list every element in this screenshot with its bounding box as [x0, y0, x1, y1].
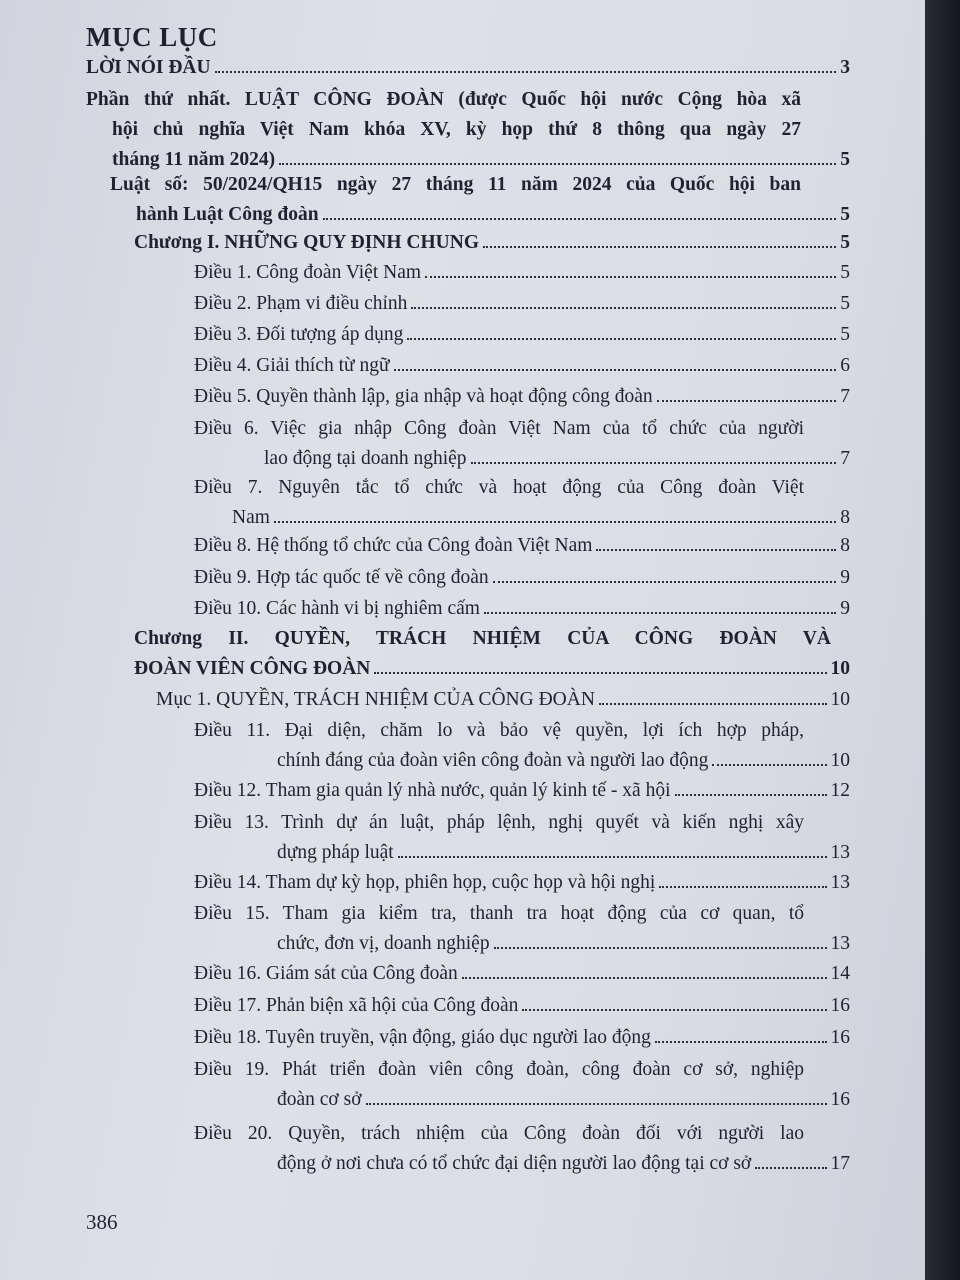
toc-entry-label: tháng 11 năm 2024) — [112, 149, 276, 170]
toc-entry-label: Điều 16. Giám sát của Công đoàn — [194, 963, 458, 984]
toc-entry-article-5[interactable] — [194, 382, 850, 412]
dot-leader — [374, 672, 826, 674]
toc-entry-label: LỜI NÓI ĐẦU — [86, 57, 211, 78]
dot-leader — [599, 703, 827, 705]
toc-page-number: 3 — [840, 57, 850, 78]
toc-entry-label: Điều 3. Đối tượng áp dụng — [194, 324, 404, 345]
dot-leader — [596, 549, 836, 551]
toc-page-number: 8 — [840, 535, 850, 556]
toc-entry-article-1[interactable] — [194, 258, 850, 288]
toc-entry-article-10[interactable] — [194, 594, 850, 624]
toc-page-number: 7 — [840, 386, 850, 407]
dot-leader — [655, 1041, 827, 1043]
toc-title: MỤC LỤC — [86, 22, 218, 52]
toc-entry-label: lao động tại doanh nghiệp — [264, 448, 467, 469]
dot-leader — [755, 1167, 826, 1169]
toc-entry-article-17[interactable] — [194, 991, 850, 1021]
toc-entry-label: Điều 17. Phản biện xã hội của Công đoàn — [194, 995, 519, 1016]
toc-entry-label: Điều 18. Tuyên truyền, vận động, giáo dục người lao động — [194, 1027, 651, 1048]
dot-leader — [484, 612, 836, 614]
toc-entry-label: Điều 11. Đại diện, chăm lo và bảo vệ quyền, lợi ích hợp pháp, — [194, 720, 804, 741]
toc-entry-article-9[interactable] — [194, 563, 850, 593]
toc-page-number: 5 — [840, 149, 850, 170]
toc-page-number: 16 — [830, 1027, 850, 1048]
toc-page-number: 7 — [840, 448, 850, 469]
toc-entry-label: Chương I. NHỮNG QUY ĐỊNH CHUNG — [134, 232, 479, 253]
dot-leader — [462, 977, 827, 979]
toc-entry-label: chính đáng của đoàn viên công đoàn và người lao động — [277, 750, 709, 771]
toc-entry-label: Mục 1. QUYỀN, TRÁCH NHIỆM CỦA CÔNG ĐOÀN — [156, 689, 595, 710]
toc-page-number: 5 — [840, 204, 850, 225]
toc-entry-label: hành Luật Công đoàn — [136, 204, 319, 225]
toc-entry-label: Điều 7. Nguyên tắc tổ chức và hoạt động của Công đoàn Việt — [194, 477, 804, 498]
toc-entry-article-7[interactable] — [194, 473, 850, 533]
toc-entry-article-6[interactable] — [194, 414, 850, 474]
toc-entry-label: Điều 19. Phát triển đoàn viên công đoàn, công đoàn cơ sở, nghiệp — [194, 1059, 804, 1080]
toc-page-number: 9 — [840, 567, 850, 588]
dot-leader — [425, 276, 836, 278]
toc-entry-label: Điều 15. Tham gia kiểm tra, thanh tra hoạt động của cơ quan, tổ — [194, 903, 804, 924]
dot-leader — [394, 369, 837, 371]
toc-page-number: 5 — [840, 324, 850, 345]
dot-leader — [493, 581, 837, 583]
dot-leader — [483, 246, 836, 248]
dot-leader — [494, 947, 827, 949]
toc-page-number: 13 — [830, 842, 850, 863]
toc-entry-label: Điều 14. Tham dự kỳ họp, phiên họp, cuộc họp và hội nghị — [194, 872, 656, 893]
toc-entry-preface[interactable] — [86, 53, 850, 83]
dot-leader — [323, 218, 837, 220]
toc-entry-label: Điều 1. Công đoàn Việt Nam — [194, 262, 422, 283]
toc-page-number: 10 — [830, 689, 850, 710]
toc-entry-label: Điều 8. Hệ thống tổ chức của Công đoàn Việt Nam — [194, 535, 593, 556]
toc-page-number: 13 — [830, 872, 850, 893]
toc-page-number: 8 — [840, 507, 850, 528]
toc-entry-label: dựng pháp luật — [277, 842, 394, 863]
toc-entry-chapter-1[interactable] — [134, 228, 850, 258]
toc-entry-part-1[interactable] — [86, 85, 850, 175]
dot-leader — [712, 764, 826, 766]
toc-entry-label: đoàn cơ sở — [277, 1089, 362, 1110]
toc-page-number: 16 — [830, 1089, 850, 1110]
toc-page-number: 5 — [840, 262, 850, 283]
toc-entry-article-18[interactable] — [194, 1023, 850, 1053]
dot-leader — [471, 462, 837, 464]
toc-entry-article-12[interactable] — [194, 776, 850, 806]
toc-entry-article-3[interactable] — [194, 320, 850, 350]
toc-entry-label: Điều 4. Giải thích từ ngữ — [194, 355, 390, 376]
toc-entry-article-19[interactable] — [194, 1055, 850, 1115]
toc-page-number: 6 — [840, 355, 850, 376]
dot-leader — [279, 163, 836, 165]
toc-entry-label: Nam — [232, 507, 270, 528]
book-edge-shadow — [925, 0, 960, 1280]
toc-entry-law[interactable] — [110, 170, 850, 230]
dot-leader — [407, 338, 836, 340]
dot-leader — [366, 1103, 827, 1105]
toc-entry-article-20[interactable] — [194, 1119, 850, 1179]
toc-entry-article-8[interactable] — [194, 531, 850, 561]
toc-entry-label: Chương II. QUYỀN, TRÁCH NHIỆM CỦA CÔNG ĐOÀN VÀ — [134, 628, 831, 649]
toc-entry-article-14[interactable] — [194, 868, 850, 898]
toc-entry-article-16[interactable] — [194, 959, 850, 989]
toc-entry-article-13[interactable] — [194, 808, 850, 868]
toc-entry-label: Điều 6. Việc gia nhập Công đoàn Việt Nam của tổ chức của người — [194, 418, 804, 439]
toc-entry-article-15[interactable] — [194, 899, 850, 959]
toc-entry-label: hội chủ nghĩa Việt Nam khóa XV, kỳ họp thứ 8 thông qua ngày 27 — [112, 119, 801, 140]
toc-page-number: 12 — [830, 780, 850, 801]
toc-entry-label: Điều 13. Trình dự án luật, pháp lệnh, nghị quyết và kiến nghị xây — [194, 812, 804, 833]
dot-leader — [215, 71, 837, 73]
toc-page-number: 5 — [840, 293, 850, 314]
dot-leader — [274, 521, 836, 523]
toc-page-number: 14 — [830, 963, 850, 984]
dot-leader — [398, 856, 827, 858]
toc-entry-article-11[interactable] — [194, 716, 850, 776]
toc-entry-label: động ở nơi chưa có tổ chức đại diện người lao động tại cơ sở — [277, 1153, 752, 1174]
toc-entry-label: ĐOÀN VIÊN CÔNG ĐOÀN — [134, 658, 371, 679]
page-folio-number: 386 — [86, 1210, 118, 1234]
toc-page-number: 16 — [830, 995, 850, 1016]
toc-page-number: 9 — [840, 598, 850, 619]
toc-page-number: 13 — [830, 933, 850, 954]
toc-entry-label: Điều 12. Tham gia quản lý nhà nước, quản lý kinh tế - xã hội — [194, 780, 671, 801]
toc-page-number: 5 — [840, 232, 850, 253]
toc-entry-section-1[interactable] — [156, 685, 850, 715]
dot-leader — [659, 886, 826, 888]
toc-entry-chapter-2[interactable] — [134, 624, 850, 684]
dot-leader — [522, 1009, 826, 1011]
toc-entry-article-2[interactable] — [194, 289, 850, 319]
toc-entry-label: Luật số: 50/2024/QH15 ngày 27 tháng 11 năm 2024 của Quốc hội ban — [110, 174, 801, 195]
toc-entry-label: Điều 20. Quyền, trách nhiệm của Công đoàn đối với người lao — [194, 1123, 804, 1144]
toc-entry-label: Phần thứ nhất. LUẬT CÔNG ĐOÀN (được Quốc hội nước Cộng hòa xã — [86, 89, 801, 110]
dot-leader — [675, 794, 827, 796]
toc-entry-label: Điều 9. Hợp tác quốc tế về công đoàn — [194, 567, 489, 588]
toc-entry-label: Điều 2. Phạm vi điều chỉnh — [194, 293, 408, 314]
toc-entry-label: Điều 5. Quyền thành lập, gia nhập và hoạt động công đoàn — [194, 386, 653, 407]
dot-leader — [411, 307, 836, 309]
toc-page-number: 10 — [830, 658, 850, 679]
toc-entry-label: Điều 10. Các hành vi bị nghiêm cấm — [194, 598, 480, 619]
toc-page-number: 17 — [830, 1153, 850, 1174]
toc-page-number: 10 — [830, 750, 850, 771]
toc-entry-label: chức, đơn vị, doanh nghiệp — [277, 933, 490, 954]
toc-entry-article-4[interactable] — [194, 351, 850, 381]
dot-leader — [657, 400, 837, 402]
